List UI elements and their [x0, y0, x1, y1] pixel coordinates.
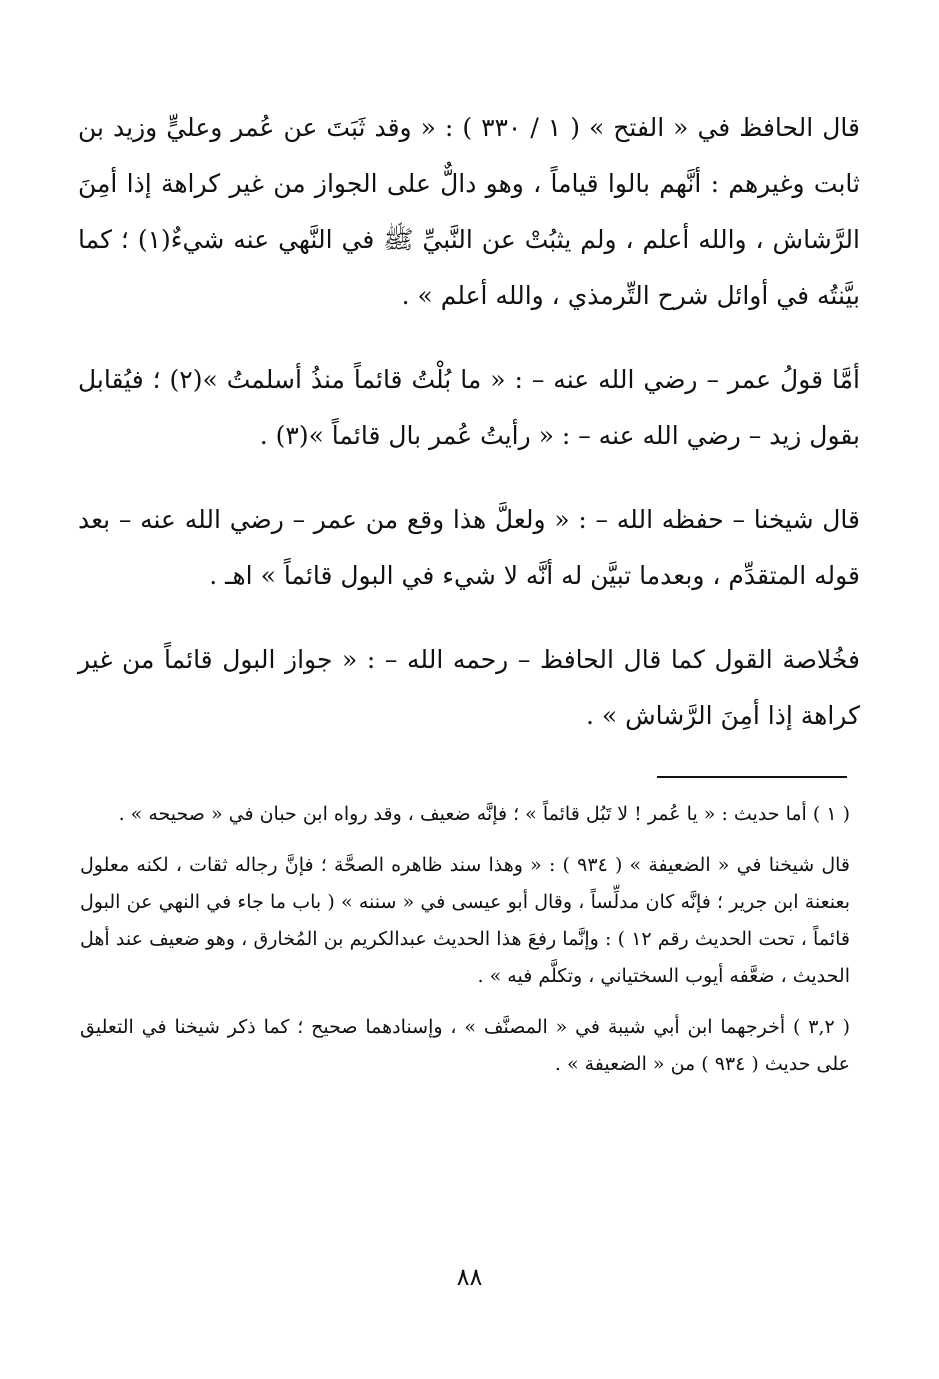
- footnotes: [80, 796, 850, 1097]
- paragraph-fath-quote: قال الحافظ في « الفتح » ( ١ / ٣٣٠ ) : « وقد ثَبَتَ عن عُمر وعليٍّ وزيد بن ثابت وغيرهم : أنَّهم بالوا قياماً ، وهو دالٌّ على الجواز من غير كراهة إذا أمِنَ الرَّشاش ، والله أعلم ، ولم يثبُتْ عن النَّبيِّ ﷺ في النَّهي عنه شيءٌ(١) ؛ كما بيَّنتُه في أوائل شرح التِّرمذي ، والله أعلم » .: [78, 113, 860, 310]
- footnote-separator: [657, 776, 847, 778]
- paragraph-conclusion: فخُلاصة القول كما قال الحافظ – رحمه الله – : « جواز البول قائماً من غير كراهة إذا أمِنَ الرَّشاش » .: [78, 645, 860, 730]
- footnote-1: ( ١ ) أما حديث : « يا عُمر ! لا تَبُل قائماً » ؛ فإنَّه ضعيف ، وقد رواه ابن حبان في « صحيحه » .: [118, 803, 850, 825]
- paragraph-umar-saying: أمَّا قولُ عمر – رضي الله عنه – : « ما بُلْتُ قائماً منذُ أسلمتُ »(٢) ؛ فيُقابل بقول زيد – رضي الله عنه – : « رأيتُ عُمر بال قائماً »(٣) .: [78, 365, 861, 450]
- footnote-1-continued: قال شيخنا في « الضعيفة » ( ٩٣٤ ) : « وهذا سند ظاهره الصحَّة ؛ فإنَّ رجاله ثقات ، لكنه معلول بعنعنة ابن جرير ؛ فإنَّه كان مدلِّساً ، وقال أبو عيسى في « سننه » ( باب ما جاء في النهي عن البول قائماً ، تحت الحديث رقم ١٢ ) : وإنَّما رفعَ هذا الحديث عبدالكريم بن المُخارق ، وهو ضعيف عند أهل الحديث ، ضعَّفه أيوب السختياني ، وتكلَّم فيه » .: [80, 854, 850, 987]
- paragraph-shaykh-comment: قال شيخنا – حفظه الله – : « ولعلَّ هذا وقع من عمر – رضي الله عنه – بعد قوله المتقدِّم ، وبعدما تبيَّن له أنَّه لا شيء في البول قائماً » اهـ .: [78, 505, 860, 590]
- footnote-2-3: ( ٣,٢ ) أخرجهما ابن أبي شيبة في « المصنَّف » ، وإسنادهما صحيح ؛ كما ذكر شيخنا في التعليق على حديث ( ٩٣٤ ) من « الضعيفة » .: [80, 1016, 850, 1075]
- page-number: ٨٨: [456, 1263, 483, 1291]
- main-text: [78, 100, 860, 772]
